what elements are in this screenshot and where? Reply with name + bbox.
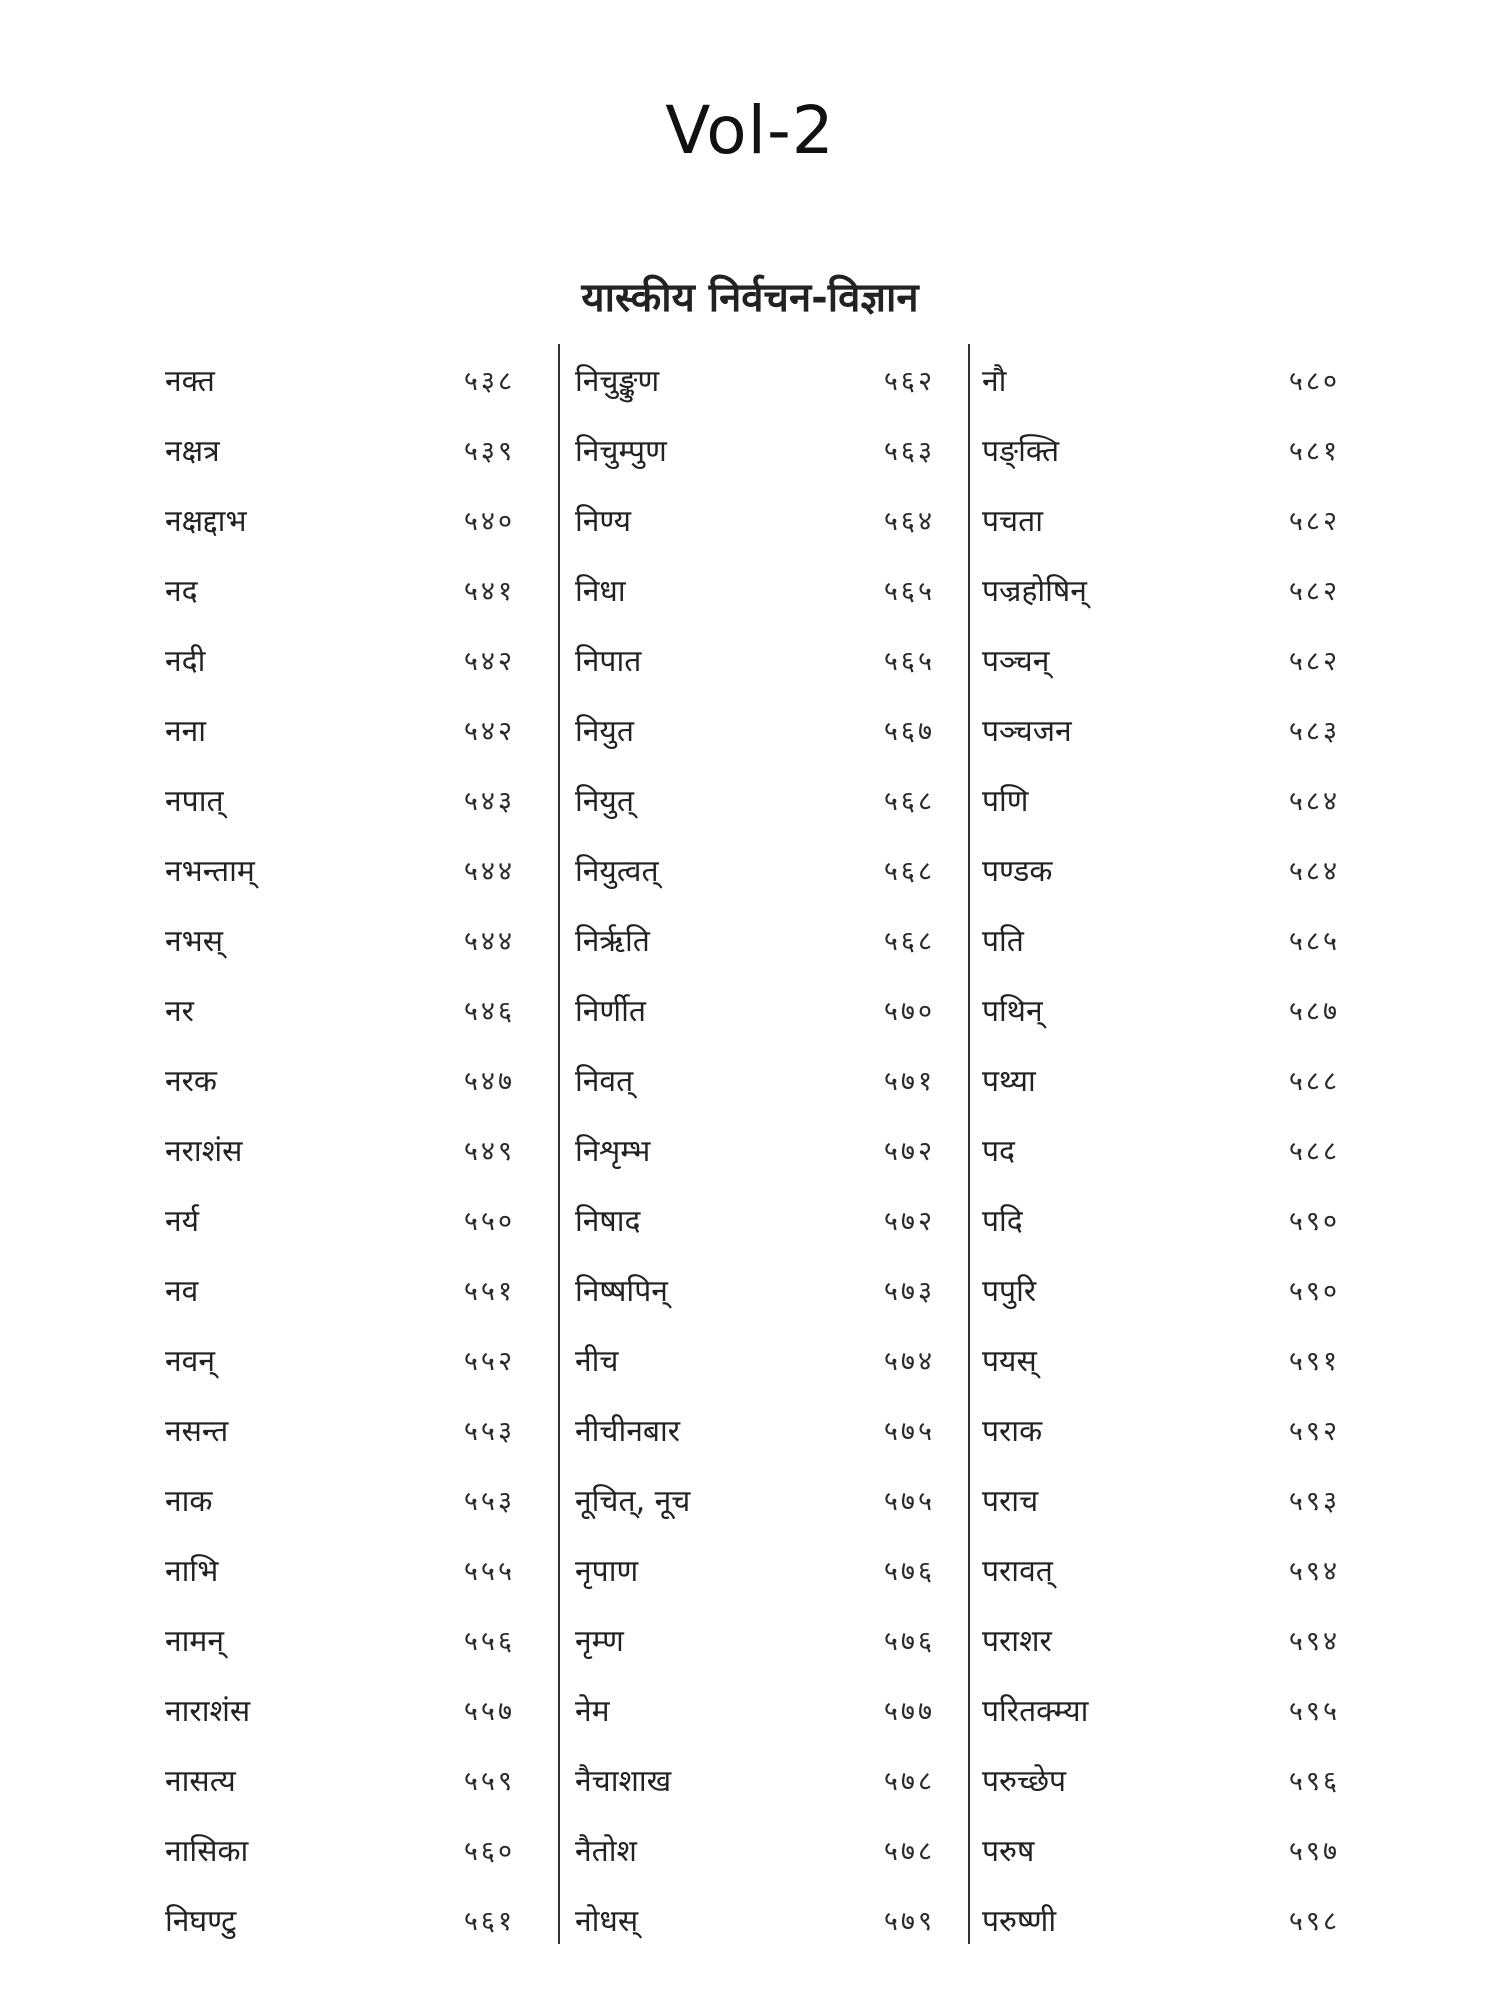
entry-page-number: ५७५ — [883, 1415, 935, 1447]
entry-page-number: ५७० — [883, 995, 935, 1027]
index-entry — [575, 414, 935, 484]
entry-page-number: ५६२ — [883, 365, 935, 397]
entry-page-number: ५६७ — [883, 715, 935, 747]
entry-word: नैतोश — [575, 1833, 637, 1869]
entry-page-number: ५७२ — [883, 1205, 935, 1237]
volume-title: Vol-2 — [665, 92, 835, 169]
index-entry — [575, 484, 935, 554]
index-entry — [165, 1324, 515, 1394]
entry-word: परुष — [982, 1833, 1035, 1869]
entry-page-number: ५७३ — [883, 1275, 935, 1307]
entry-word: नक्षत्र — [165, 433, 220, 469]
entry-page-number: ५६८ — [883, 925, 935, 957]
entry-word: पति — [982, 923, 1024, 959]
entry-word: नैचाशाख — [575, 1763, 672, 1799]
entry-word: पद — [982, 1133, 1015, 1169]
entry-page-number: ५६० — [463, 1835, 515, 1867]
entry-word: पचता — [982, 503, 1043, 539]
index-entry — [982, 974, 1340, 1044]
entry-word: नासिका — [165, 1833, 249, 1869]
word-index — [150, 344, 1360, 1944]
entry-page-number: ५७९ — [883, 1905, 935, 1937]
entry-page-number: ५५० — [463, 1205, 515, 1237]
entry-page-number: ५८४ — [1288, 785, 1340, 817]
entry-page-number: ५४२ — [463, 645, 515, 677]
entry-page-number: ५५६ — [463, 1625, 515, 1657]
index-entry — [982, 1114, 1340, 1184]
entry-page-number: ५५५ — [463, 1555, 515, 1587]
entry-page-number: ५४२ — [463, 715, 515, 747]
index-entry — [982, 1394, 1340, 1464]
entry-word: नक्त — [165, 363, 215, 399]
entry-word: निष्षपिन् — [575, 1273, 668, 1309]
entry-word: नृपाण — [575, 1553, 639, 1589]
entry-word: पराशर — [982, 1623, 1052, 1659]
entry-word: पराच — [982, 1483, 1039, 1519]
entry-word: नियुत् — [575, 783, 634, 819]
entry-word: नना — [165, 713, 207, 749]
entry-word: नरक — [165, 1063, 217, 1099]
column-divider — [558, 344, 560, 1944]
index-entry — [165, 1534, 515, 1604]
entry-word: पञ्चजन — [982, 713, 1072, 749]
entry-page-number: ५८८ — [1288, 1135, 1340, 1167]
entry-word: नाक — [165, 1483, 213, 1519]
entry-word: नृम्ण — [575, 1623, 624, 1659]
index-entry — [575, 554, 935, 624]
entry-word: नवन् — [165, 1343, 215, 1379]
index-entry — [165, 624, 515, 694]
entry-word: नौ — [982, 363, 1007, 399]
entry-word: निर्णीत — [575, 993, 646, 1029]
entry-page-number: ५७८ — [883, 1765, 935, 1797]
entry-page-number: ५७६ — [883, 1625, 935, 1657]
entry-page-number: ५७४ — [883, 1345, 935, 1377]
entry-word: पण्डक — [982, 853, 1053, 889]
index-entry — [165, 1464, 515, 1534]
index-entry — [165, 414, 515, 484]
entry-word: पथिन् — [982, 993, 1043, 1029]
index-entry — [982, 834, 1340, 904]
index-entry — [165, 344, 515, 414]
index-entry — [575, 1184, 935, 1254]
entry-word: नासत्य — [165, 1763, 236, 1799]
entry-word: निधा — [575, 573, 626, 609]
entry-word: पज्रहोषिन् — [982, 573, 1087, 609]
index-entry — [982, 1534, 1340, 1604]
entry-page-number: ५९० — [1288, 1275, 1340, 1307]
entry-page-number: ५९१ — [1288, 1345, 1340, 1377]
index-entry — [982, 1604, 1340, 1674]
index-entry — [982, 1254, 1340, 1324]
index-entry — [982, 1044, 1340, 1114]
entry-page-number: ५५२ — [463, 1345, 515, 1377]
entry-page-number: ५९७ — [1288, 1835, 1340, 1867]
index-entry — [575, 694, 935, 764]
entry-word: नीचीनबार — [575, 1413, 681, 1449]
entry-page-number: ५५३ — [463, 1485, 515, 1517]
entry-page-number: ५४४ — [463, 925, 515, 957]
entry-word: निषाद — [575, 1203, 641, 1239]
index-entry — [982, 904, 1340, 974]
entry-page-number: ५४७ — [463, 1065, 515, 1097]
entry-page-number: ५८५ — [1288, 925, 1340, 957]
index-entry — [575, 1744, 935, 1814]
index-entry — [982, 1184, 1340, 1254]
entry-page-number: ५९३ — [1288, 1485, 1340, 1517]
entry-word: नक्षद्दाभ — [165, 503, 247, 539]
entry-word: नसन्त — [165, 1413, 229, 1449]
index-entry — [982, 624, 1340, 694]
index-entry — [982, 1884, 1340, 1954]
entry-word: पपुरि — [982, 1273, 1037, 1309]
entry-word: नेम — [575, 1693, 610, 1729]
entry-word: नर्य — [165, 1203, 200, 1239]
entry-word: नद — [165, 573, 198, 609]
index-entry — [165, 484, 515, 554]
entry-page-number: ५८० — [1288, 365, 1340, 397]
index-entry — [982, 764, 1340, 834]
entry-page-number: ५८३ — [1288, 715, 1340, 747]
entry-page-number: ५४३ — [463, 785, 515, 817]
column-divider — [968, 344, 970, 1944]
index-entry — [982, 414, 1340, 484]
entry-page-number: ५८७ — [1288, 995, 1340, 1027]
entry-page-number: ५७८ — [883, 1835, 935, 1867]
entry-page-number: ५८८ — [1288, 1065, 1340, 1097]
index-column-1 — [165, 344, 515, 1954]
entry-page-number: ५९८ — [1288, 1905, 1340, 1937]
entry-page-number: ५४६ — [463, 995, 515, 1027]
index-entry — [165, 1394, 515, 1464]
index-entry — [165, 1604, 515, 1674]
index-entry — [165, 694, 515, 764]
index-entry — [982, 484, 1340, 554]
entry-page-number: ५६५ — [883, 645, 935, 677]
index-entry — [982, 554, 1340, 624]
index-entry — [982, 1464, 1340, 1534]
entry-word: नाराशंस — [165, 1693, 251, 1729]
entry-page-number: ५६१ — [463, 1905, 515, 1937]
entry-word: पयस् — [982, 1343, 1037, 1379]
entry-page-number: ५६५ — [883, 575, 935, 607]
entry-page-number: ५६४ — [883, 505, 935, 537]
entry-word: नामन् — [165, 1623, 225, 1659]
entry-word: पणि — [982, 783, 1029, 819]
index-entry — [575, 1114, 935, 1184]
entry-page-number: ५५९ — [463, 1765, 515, 1797]
entry-word: नोधस् — [575, 1903, 639, 1939]
entry-page-number: ५३९ — [463, 435, 515, 467]
entry-word: निचुम्पुण — [575, 433, 667, 469]
entry-word: पराक — [982, 1413, 1043, 1449]
entry-page-number: ५९० — [1288, 1205, 1340, 1237]
entry-page-number: ५८२ — [1288, 505, 1340, 537]
index-entry — [575, 1254, 935, 1324]
entry-page-number: ५५७ — [463, 1695, 515, 1727]
entry-word: निण्य — [575, 503, 632, 539]
index-entry — [165, 1814, 515, 1884]
index-entry — [982, 344, 1340, 414]
entry-word: नदी — [165, 643, 206, 679]
entry-page-number: ५८२ — [1288, 575, 1340, 607]
index-entry — [575, 1534, 935, 1604]
entry-page-number: ५३८ — [463, 365, 515, 397]
entry-page-number: ५५१ — [463, 1275, 515, 1307]
index-entry — [165, 764, 515, 834]
entry-word: नियुत्वत् — [575, 853, 659, 889]
entry-word: नभन्ताम् — [165, 853, 255, 889]
index-entry — [575, 624, 935, 694]
entry-word: परितक्म्या — [982, 1693, 1089, 1729]
index-entry — [982, 1814, 1340, 1884]
index-entry — [575, 1604, 935, 1674]
index-entry — [165, 974, 515, 1044]
entry-word: परुच्छेप — [982, 1763, 1067, 1799]
entry-word: नपात् — [165, 783, 224, 819]
entry-word: नीच — [575, 1343, 619, 1379]
entry-word: नूचित्, नूच — [575, 1483, 691, 1519]
entry-word: निर्ऋति — [575, 923, 650, 959]
entry-word: परावत् — [982, 1553, 1053, 1589]
index-entry — [982, 694, 1340, 764]
entry-page-number: ५८१ — [1288, 435, 1340, 467]
index-entry — [165, 1674, 515, 1744]
entry-page-number: ५७५ — [883, 1485, 935, 1517]
entry-page-number: ५९५ — [1288, 1695, 1340, 1727]
entry-page-number: ५७२ — [883, 1135, 935, 1167]
index-entry — [165, 1184, 515, 1254]
index-entry — [165, 1884, 515, 1954]
index-column-2 — [575, 344, 935, 1954]
index-entry — [575, 834, 935, 904]
index-column-3 — [982, 344, 1340, 1954]
entry-page-number: ५९४ — [1288, 1555, 1340, 1587]
index-entry — [165, 834, 515, 904]
entry-page-number: ५६३ — [883, 435, 935, 467]
entry-page-number: ५७१ — [883, 1065, 935, 1097]
entry-word: पञ्चन् — [982, 643, 1050, 679]
entry-word: निपात — [575, 643, 642, 679]
book-title: यास्कीय निर्वचन-विज्ञान — [581, 275, 919, 321]
entry-page-number: ५४१ — [463, 575, 515, 607]
index-entry — [575, 1464, 935, 1534]
index-entry — [575, 1044, 935, 1114]
entry-word: परुष्णी — [982, 1903, 1057, 1939]
entry-word: पदि — [982, 1203, 1023, 1239]
entry-word: निघण्टु — [165, 1903, 237, 1939]
index-entry — [165, 904, 515, 974]
index-entry — [165, 1744, 515, 1814]
entry-page-number: ५९६ — [1288, 1765, 1340, 1797]
index-entry — [982, 1674, 1340, 1744]
entry-word: निशृम्भ — [575, 1133, 651, 1169]
entry-page-number: ५६८ — [883, 785, 935, 817]
entry-page-number: ५५३ — [463, 1415, 515, 1447]
index-entry — [575, 1674, 935, 1744]
index-entry — [575, 1394, 935, 1464]
entry-word: नभस् — [165, 923, 224, 959]
index-entry — [575, 974, 935, 1044]
entry-word: निचुङ्कुण — [575, 363, 660, 399]
entry-page-number: ५९४ — [1288, 1625, 1340, 1657]
index-entry — [575, 904, 935, 974]
entry-page-number: ५६८ — [883, 855, 935, 887]
index-entry — [575, 1884, 935, 1954]
entry-word: निवत् — [575, 1063, 634, 1099]
entry-page-number: ५७६ — [883, 1555, 935, 1587]
index-entry — [165, 1044, 515, 1114]
entry-page-number: ५४९ — [463, 1135, 515, 1167]
index-entry — [165, 554, 515, 624]
index-entry — [165, 1114, 515, 1184]
entry-page-number: ५७७ — [883, 1695, 935, 1727]
index-entry — [575, 1324, 935, 1394]
entry-word: नव — [165, 1273, 199, 1309]
index-entry — [575, 1814, 935, 1884]
index-entry — [575, 344, 935, 414]
index-entry — [165, 1254, 515, 1324]
entry-word: नराशंस — [165, 1133, 243, 1169]
entry-page-number: ५८२ — [1288, 645, 1340, 677]
entry-page-number: ५४४ — [463, 855, 515, 887]
entry-page-number: ५८४ — [1288, 855, 1340, 887]
index-entry — [982, 1744, 1340, 1814]
entry-word: नाभि — [165, 1553, 219, 1589]
entry-word: पथ्या — [982, 1063, 1036, 1099]
index-entry — [575, 764, 935, 834]
entry-page-number: ५४० — [463, 505, 515, 537]
entry-word: नर — [165, 993, 194, 1029]
index-entry — [982, 1324, 1340, 1394]
entry-word: पङ्क्ति — [982, 433, 1060, 469]
entry-page-number: ५९२ — [1288, 1415, 1340, 1447]
entry-word: नियुत — [575, 713, 634, 749]
